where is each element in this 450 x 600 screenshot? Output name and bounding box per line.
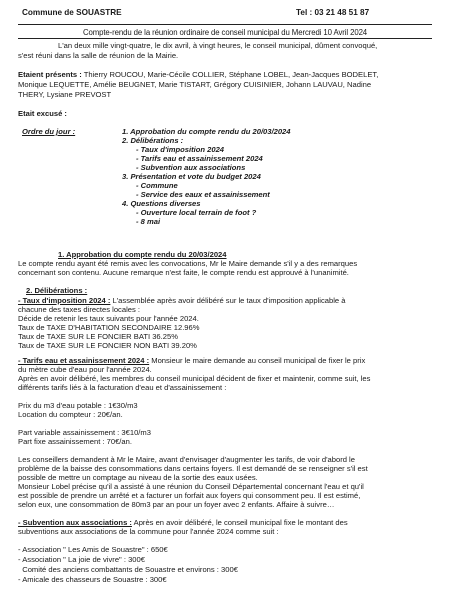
agenda-subitem: - Subvention aux associations [136, 163, 246, 172]
paragraph-line: Monsieur Lobel précise qu'il a assisté à une réunion du Conseil Départemental concernant l'eau et qu'il [18, 482, 364, 491]
price-line: Prix du m3 d'eau potable : 1€30/m3 [18, 401, 138, 410]
subsidy-item: - Association " Les Amis de Souastre" : 650€ [18, 545, 168, 554]
agenda-subitem: - Service des eaux et assainissement [136, 190, 270, 199]
section-heading: 1. Approbation du compte rendu du 20/03/2024 [58, 250, 227, 259]
price-line: Location du compteur : 20€/an. [18, 410, 123, 419]
tax-rate: Taux de TAXE SUR LE FONCIER NON BATI 39.20% [18, 341, 197, 350]
presents-line: THERY, Lysiane PREVOST [18, 90, 112, 99]
agenda-label: Ordre du jour : [22, 127, 76, 136]
paragraph-line: Après en avoir délibéré, les membres du conseil municipal décident de fixer et maintenir, comme suit, les [18, 374, 371, 383]
agenda-subitem: - Ouverture local terrain de foot ? [136, 208, 257, 217]
tax-rate: Taux de TAXE SUR LE FONCIER BATI 36.25% [18, 332, 178, 341]
paragraph-line: selon eux, une consommation de 80m3 par an pour un foyer avec 2 enfants. Affaire à suivre… [18, 500, 335, 509]
title-top-rule [18, 24, 432, 25]
presents-names: Thierry ROUCOU, Marie-Cécile COLLIER, Stéphane LOBEL, Jean-Jacques BODELET, [83, 70, 379, 79]
agenda-item: 3. Présentation et vote du budget 2024 [122, 172, 261, 181]
paragraph-line: subventions aux associations de la commune pour l'année 2024 comme suit : [18, 527, 279, 536]
tarifs-label: - Tarifs eau et assainissement 2024 : [18, 356, 150, 365]
agenda-item: 4. Questions diverses [122, 199, 201, 208]
taux-text: L'assemblée après avoir délibéré sur le taux d'imposition applicable à [110, 296, 346, 305]
paragraph-line [18, 518, 348, 527]
subsidy-item: - Amicale des chasseurs de Souastre : 300€ [18, 575, 167, 584]
subvention-text: Après en avoir délibéré, le conseil municipal fixe le montant des [131, 518, 348, 527]
presents-line: Monique LEQUETTE, Amélie BEUGNET, Marie TISTART, Grégory CUISINIER, Johann LAUVAU, Nadine [18, 80, 372, 89]
paragraph-line [18, 296, 345, 305]
agenda-item: 1. Approbation du compte rendu du 20/03/2024 [122, 127, 291, 136]
paragraph-line: différents tarifs liés à la facturation d'eau et d'assainissement : [18, 383, 227, 392]
price-line: Part variable assainissement : 3€10/m3 [18, 428, 151, 437]
presents-label: Etaient présents : [18, 70, 82, 79]
agenda-subitem: - Tarifs eau et assainissement 2024 [136, 154, 263, 163]
taux-label: - Taux d'imposition 2024 : [18, 296, 111, 305]
paragraph-line: possible de mettre un comptage au niveau de la sortie des eaux usées. [18, 473, 258, 482]
presents-line [18, 70, 378, 79]
paragraph-line: concernant son contenu. Aucune remarque n'est faite, le compte rendu est approuvé à l'unanimité. [18, 268, 349, 277]
commune-name: Commune de SOUASTRE [22, 8, 122, 17]
price-line: Part fixe assainissement : 70€/an. [18, 437, 132, 446]
agenda-item: 2. Délibérations : [122, 136, 184, 145]
paragraph-line: Les conseillers demandent à Mr le Maire, avant d'envisager d'augmenter les tarifs, de voir d'abord le [18, 455, 355, 464]
paragraph-line: du mètre cube d'eau pour l'année 2024. [18, 365, 152, 374]
subvention-label: - Subvention aux associations : [18, 518, 132, 527]
subsidy-item: - Association " La joie de vivre" : 300€ [18, 555, 145, 564]
subsidy-item: Comité des anciens combattants de Souastre et environs : 300€ [18, 565, 238, 574]
intro-line: s'est réuni dans la salle de réunion de la Mairie. [18, 51, 179, 60]
paragraph-line: Décide de retenir les taux suivants pour l'année 2024. [18, 314, 199, 323]
agenda-subitem: - 8 mai [136, 217, 161, 226]
paragraph-line: est possible de prendre un arrêté et a facturer un forfait aux foyers qui consomment peu. Il est estimé, [18, 491, 361, 500]
paragraph-line: problème de la baisse des consommations dans certains foyers. Il est demandé de se renseigner s'il est [18, 464, 368, 473]
excuse-label: Etait excusé : [18, 109, 67, 118]
intro-line: L'an deux mille vingt-quatre, le dix avril, à vingt heures, le conseil municipal, dûment convoqué, [58, 41, 378, 50]
tarifs-text: Monsieur le maire demande au conseil municipal de fixer le prix [149, 356, 366, 365]
paragraph-line [18, 356, 365, 365]
section-heading: 2. Délibérations : [26, 286, 88, 295]
agenda-subitem: - Taux d'imposition 2024 [136, 145, 225, 154]
paragraph-line: Le compte rendu ayant été remis avec les convocations, Mr le Maire demande s'il y a des remarques [18, 259, 358, 268]
paragraph-line: chacune des taxes directes locales : [18, 305, 140, 314]
document-title: Compte-rendu de la réunion ordinaire de conseil municipal du Mercredi 10 Avril 2024 [82, 28, 368, 37]
title-bottom-rule [18, 38, 432, 39]
agenda-subitem: - Commune [136, 181, 178, 190]
phone-number: Tel : 03 21 48 51 87 [296, 8, 370, 17]
tax-rate: Taux de TAXE D'HABITATION SECONDAIRE 12.96% [18, 323, 200, 332]
